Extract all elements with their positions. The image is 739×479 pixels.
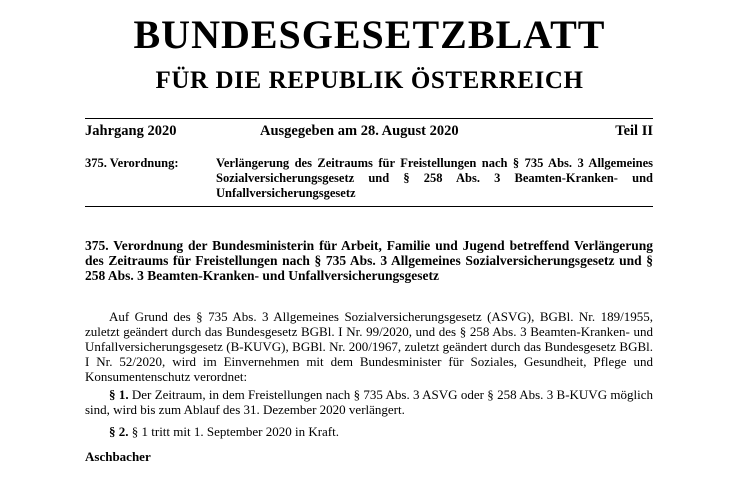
issue-year: Jahrgang 2020 bbox=[85, 123, 177, 139]
section-1 bbox=[85, 387, 653, 417]
signer-name: Aschbacher bbox=[85, 449, 151, 464]
gazette-title: BUNDESGESETZBLATT bbox=[133, 12, 606, 57]
issue-part: Teil II bbox=[615, 123, 653, 139]
contents-title: Verlängerung des Zeitraums für Freistellungen nach § 735 Abs. 3 Allgemeines Sozialversicherungsgesetz und § 258 Abs. 3 Beamten-Kranken- und Unfallversicherungsgesetz bbox=[216, 156, 653, 200]
gazette-subtitle: FÜR DIE REPUBLIK ÖSTERREICH bbox=[155, 67, 584, 94]
preamble-paragraph: Auf Grund des § 735 Abs. 3 Allgemeines Sozialversicherungsgesetz (ASVG), BGBl. Nr. 189/1955, zuletzt geändert durch das Bundesgesetz BGBl. I Nr. 99/2020, und des § 258 Abs. 3 Beamten-Kranken- und Unfallversicherungsgesetz (B-KUVG), BGBl. Nr. 200/1967, zuletzt geändert durch das Bundesgesetz BGBl. I Nr. 52/2020, wird im Einvernehmen mit dem Bundesminister für Soziales, Gesundheit, Pflege und Konsumentenschutz verordnet: bbox=[85, 309, 653, 384]
section-2-text: § 1 tritt mit 1. September 2020 in Kraft. bbox=[128, 424, 339, 439]
section-2 bbox=[85, 424, 653, 439]
section-2-label: § 2. bbox=[109, 424, 129, 439]
top-rule bbox=[85, 118, 653, 119]
contents-label: 375. Verordnung: bbox=[85, 156, 179, 170]
regulation-heading: 375. Verordnung der Bundesministerin für Arbeit, Familie und Jugend betreffend Verlängerung des Zeitraums für Freistellungen nach § 735 Abs. 3 Allgemeines Sozialversicherungsgesetz und § 258 Abs. 3 Beamten-Kranken- und Unfallversicherungsgesetz bbox=[85, 238, 653, 283]
issue-date: Ausgegeben am 28. August 2020 bbox=[260, 123, 459, 139]
section-1-text: Der Zeitraum, in dem Freistellungen nach § 735 Abs. 3 ASVG oder § 258 Abs. 3 B-KUVG möglich sind, wird bis zum Ablauf des 31. Dezember 2020 verlängert. bbox=[85, 387, 654, 417]
section-1-label: § 1. bbox=[109, 387, 129, 402]
bottom-rule bbox=[85, 206, 653, 207]
